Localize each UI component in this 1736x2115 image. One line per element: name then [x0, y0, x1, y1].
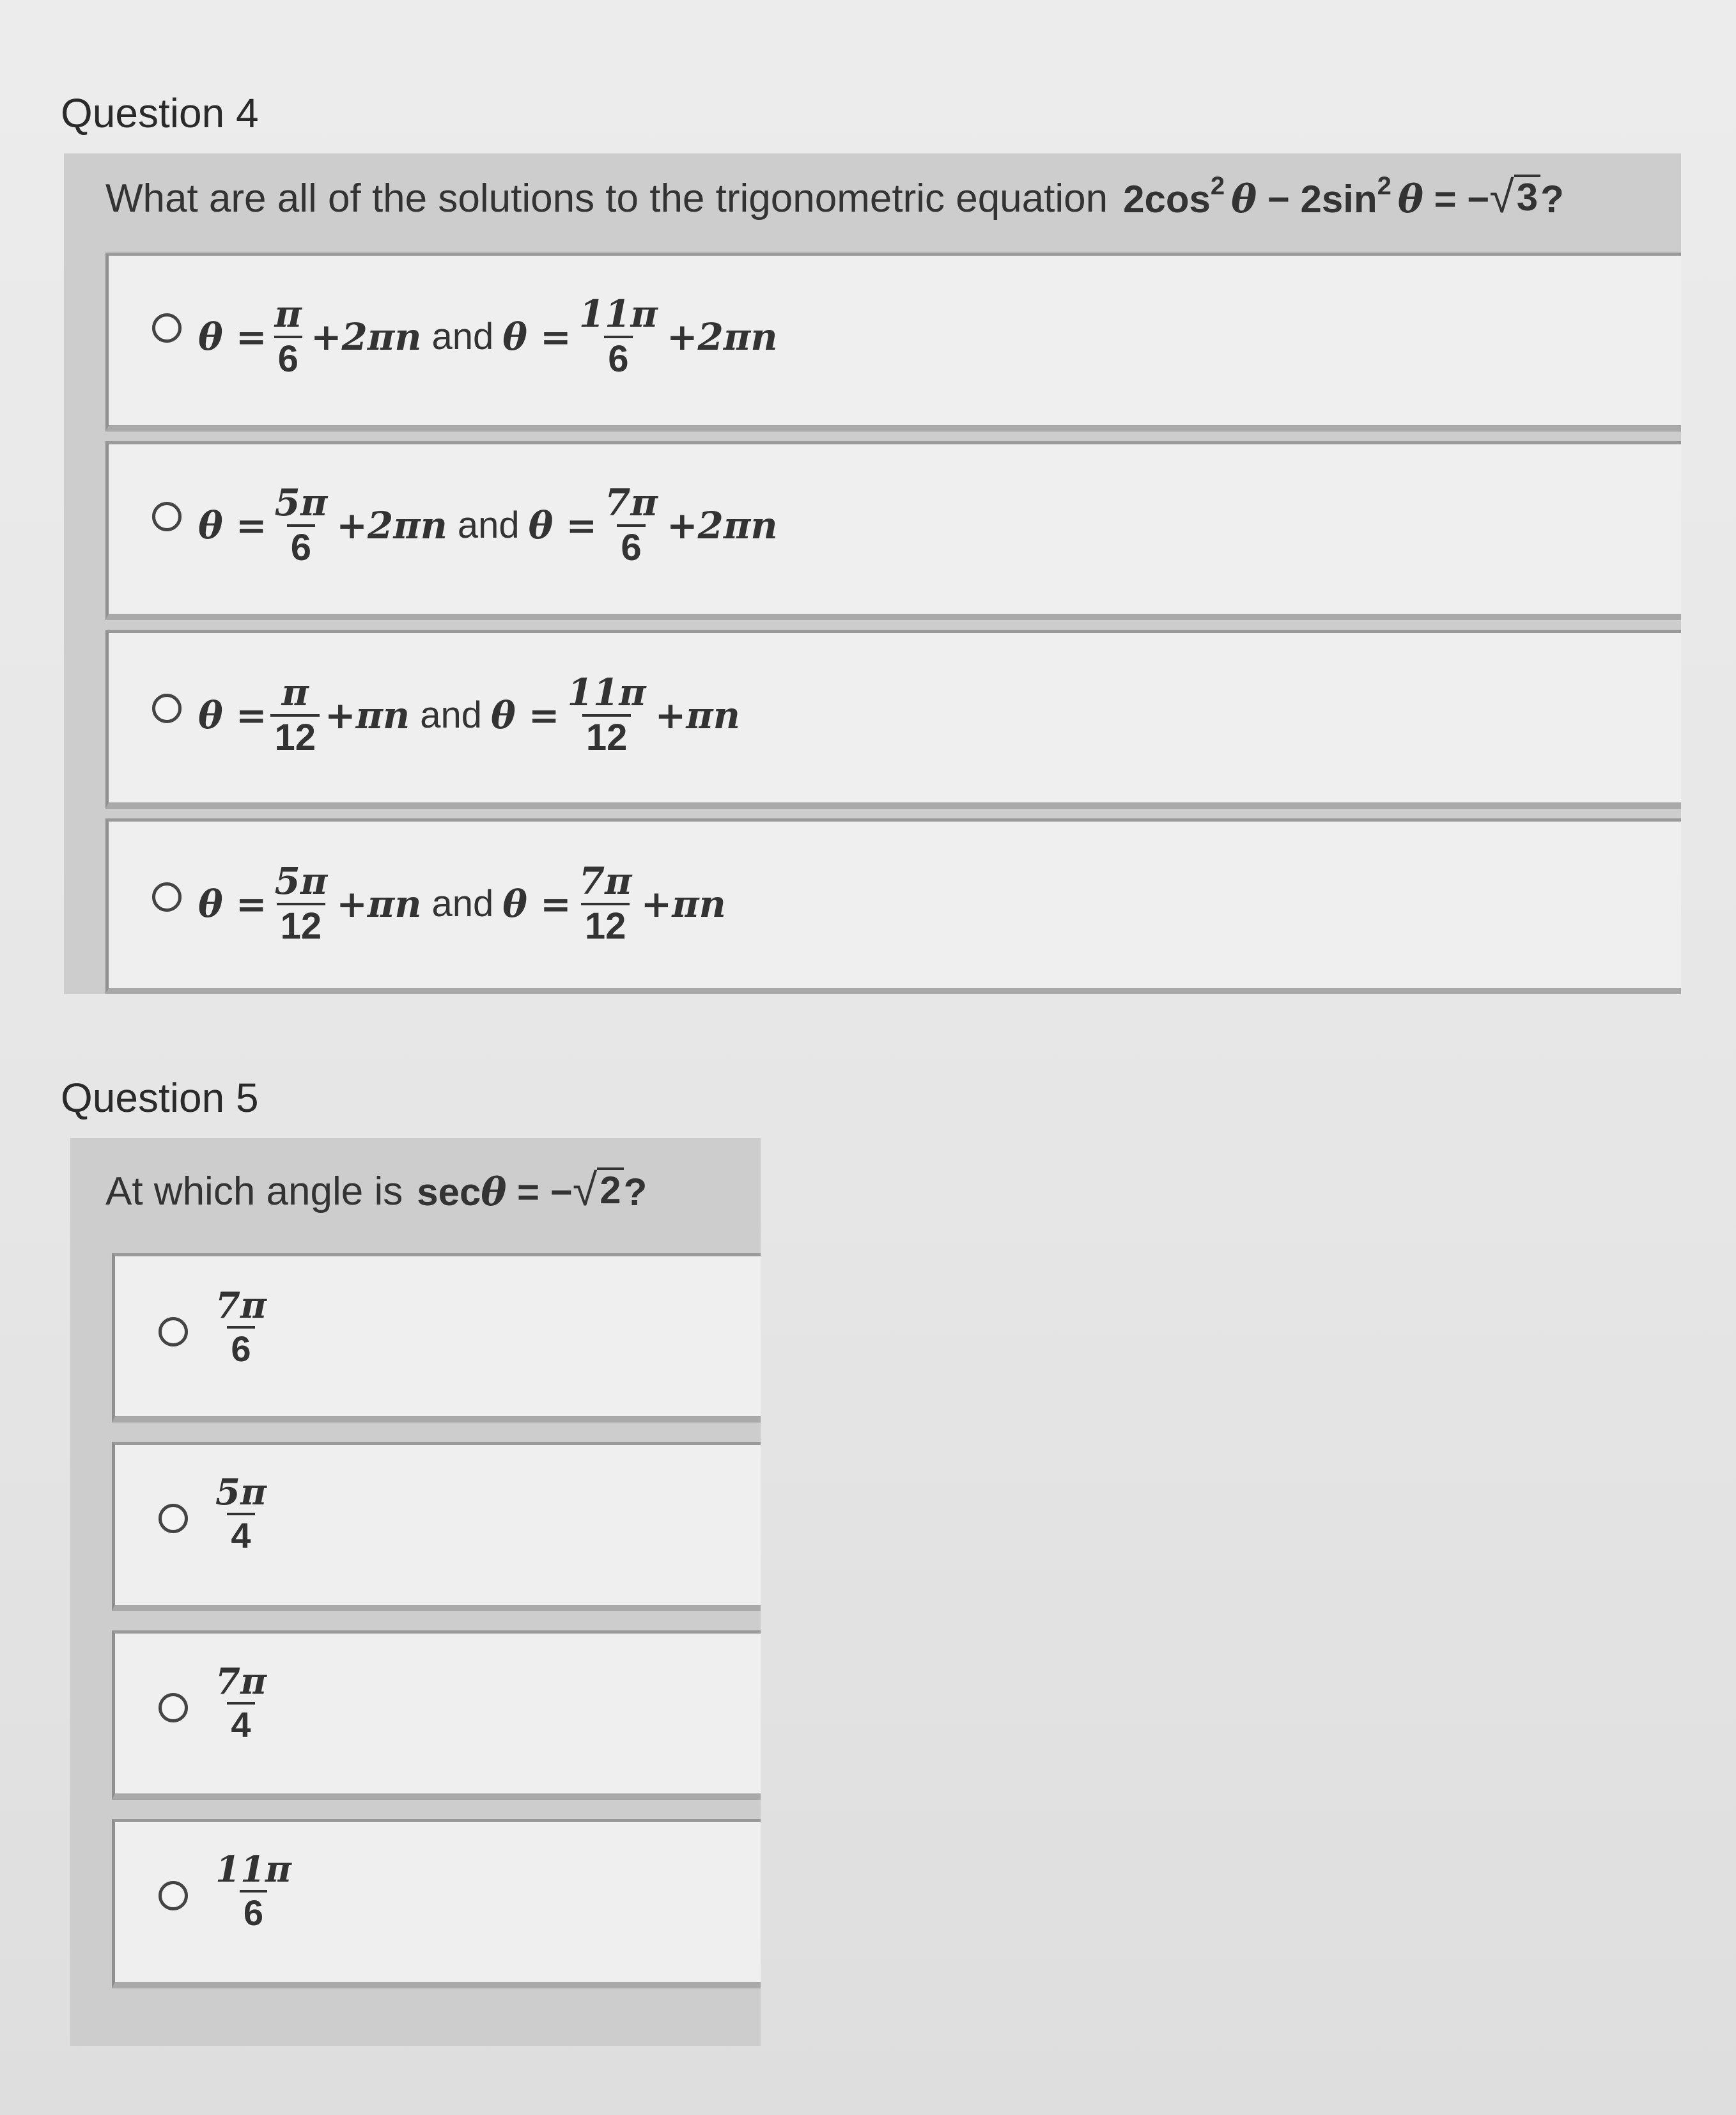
fraction: $\frac{7\pi}{6}$: [215, 1284, 267, 1370]
q4-radio-3[interactable]: [152, 694, 182, 723]
fraction: $\frac{7\pi}{6}$: [605, 481, 658, 568]
fraction: $\frac{5\pi}{12}$: [274, 859, 328, 947]
sqrt-3: √ 3: [1489, 175, 1540, 219]
q5-option-1[interactable]: [208, 1285, 274, 1370]
fraction: $\frac{\pi}{12}$: [270, 671, 320, 759]
q5-option-4[interactable]: [208, 1849, 299, 1934]
question-4-prompt-row: [105, 169, 1564, 227]
question-5-title: Question 5: [61, 1075, 259, 1121]
q4-option-2[interactable]: θ = $\frac{5\pi}{6}$ +2πn and θ = $\frac{7\pi}{6}$ +2πn: [198, 481, 778, 568]
q5-radio-3[interactable]: [159, 1693, 188, 1722]
question-5-prompt: At which angle is: [105, 1169, 403, 1214]
q5-option-3[interactable]: [208, 1661, 274, 1746]
fraction: $\frac{7\pi}{12}$: [578, 859, 632, 947]
fraction: $\frac{\pi}{6}$: [274, 292, 302, 380]
fraction: $\frac{7\pi}{4}$: [215, 1660, 267, 1745]
question-5-prompt-row: [105, 1162, 647, 1220]
question-4-title: Question 4: [61, 90, 259, 136]
fraction: $\frac{5\pi}{6}$: [274, 481, 328, 568]
fraction: $\frac{5\pi}{4}$: [215, 1471, 267, 1556]
question-4-equation: $2\cos^2$ $\theta - 2\sin^2$ θ = − √ 3 ?: [1123, 172, 1564, 222]
q4-option-4[interactable]: θ = $\frac{5\pi}{12}$ +πn and θ = $\frac{7\pi}{12}$ +πn: [198, 859, 726, 947]
fraction: $\frac{11\pi}{6}$: [578, 292, 658, 380]
q4-option-1[interactable]: θ = $\frac{\pi}{6}$ +2πn and θ = $\frac{11\pi}{6}$ +2πn: [198, 292, 778, 380]
q5-radio-1[interactable]: [159, 1317, 188, 1346]
fraction: $\frac{11\pi}{6}$: [215, 1848, 291, 1933]
q4-option-3[interactable]: θ = $\frac{\pi}{12}$ +πn and θ = $\frac{11\pi}{12}$ +πn: [198, 671, 740, 758]
fraction: $\frac{11\pi}{12}$: [567, 671, 646, 758]
q5-radio-2[interactable]: [159, 1504, 188, 1533]
q5-option-2[interactable]: [208, 1472, 274, 1557]
q4-radio-2[interactable]: [152, 502, 182, 531]
q5-radio-4[interactable]: [159, 1881, 188, 1910]
question-4-prompt: What are all of the solutions to the trigonometric equation: [105, 176, 1108, 221]
question-5-equation: secθ = − √ 2 ?: [417, 1165, 647, 1215]
sqrt-2: √ 2: [573, 1167, 624, 1212]
q4-radio-4[interactable]: [152, 882, 182, 912]
q4-radio-1[interactable]: [152, 313, 182, 343]
